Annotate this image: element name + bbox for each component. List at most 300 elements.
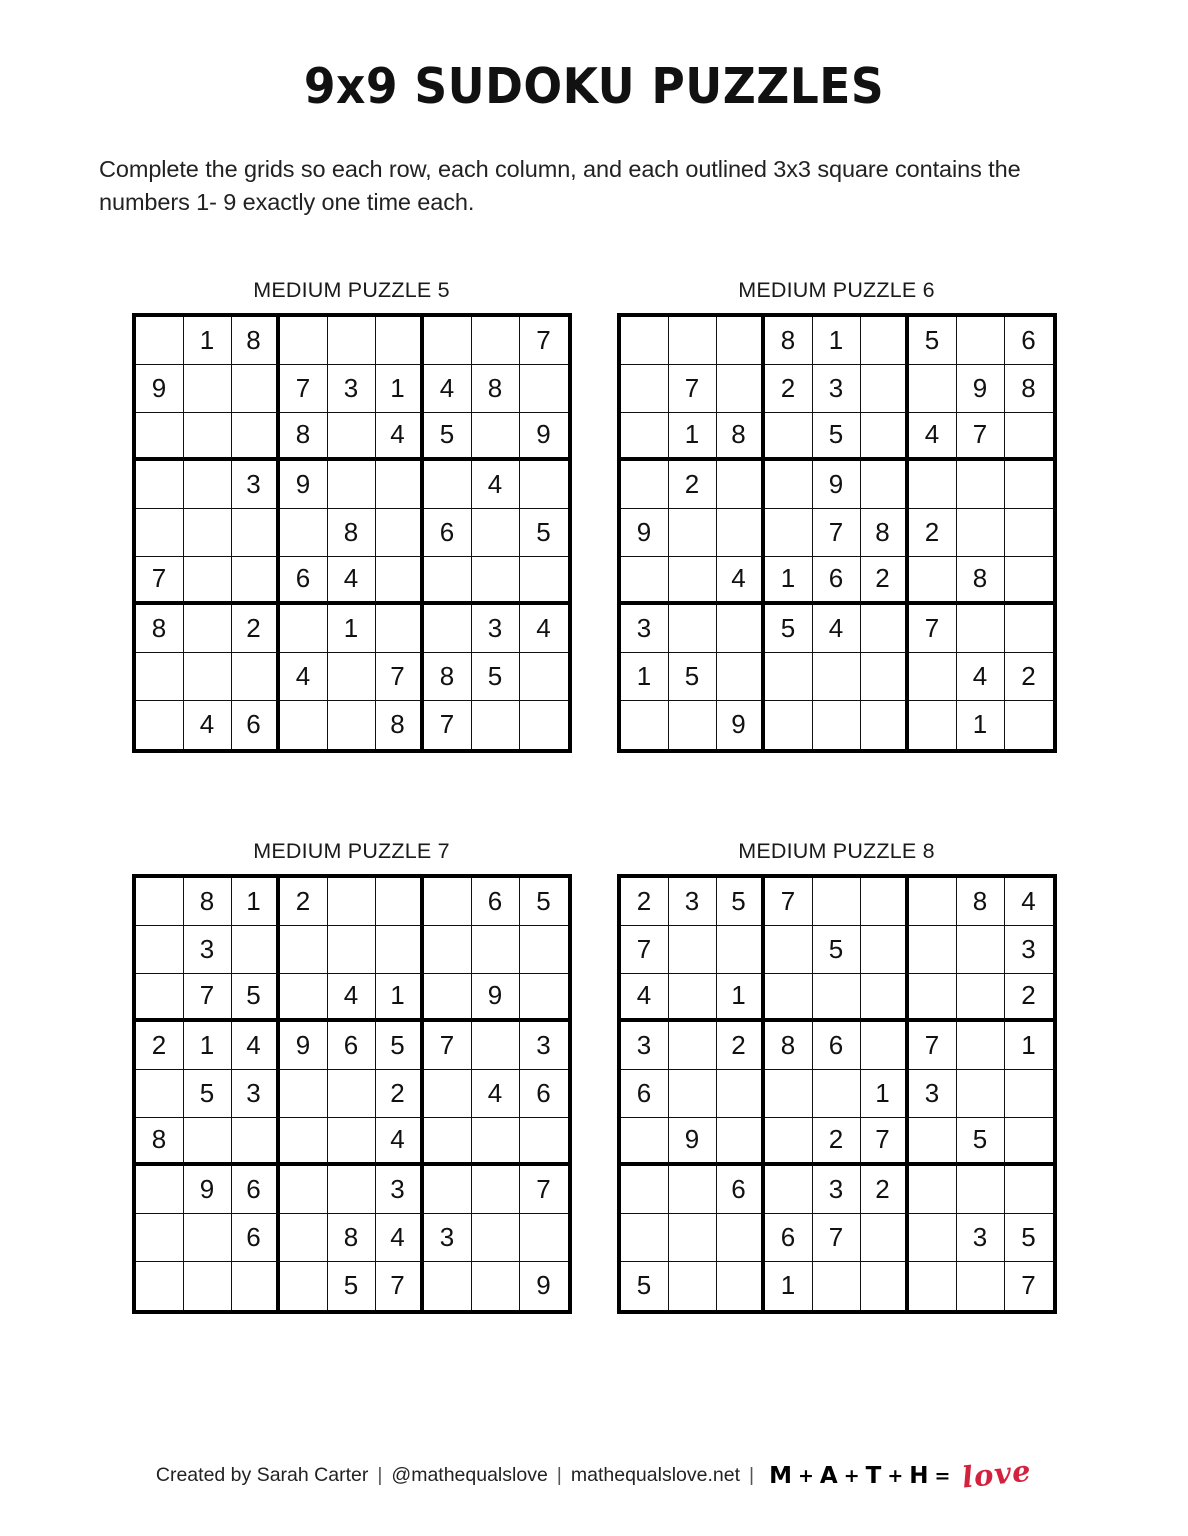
sudoku-cell[interactable]: 1 bbox=[717, 974, 765, 1022]
sudoku-cell[interactable] bbox=[621, 1118, 669, 1166]
sudoku-cell[interactable] bbox=[280, 926, 328, 974]
sudoku-cell[interactable] bbox=[328, 413, 376, 461]
sudoku-cell[interactable] bbox=[472, 1214, 520, 1262]
sudoku-cell[interactable] bbox=[621, 1166, 669, 1214]
sudoku-cell[interactable] bbox=[669, 926, 717, 974]
sudoku-cell[interactable]: 1 bbox=[861, 1070, 909, 1118]
sudoku-cell[interactable] bbox=[472, 1262, 520, 1310]
sudoku-cell[interactable]: 6 bbox=[717, 1166, 765, 1214]
sudoku-cell[interactable] bbox=[669, 557, 717, 605]
sudoku-cell[interactable]: 2 bbox=[765, 365, 813, 413]
sudoku-cell[interactable] bbox=[621, 1214, 669, 1262]
sudoku-cell[interactable]: 5 bbox=[813, 413, 861, 461]
sudoku-cell[interactable]: 6 bbox=[520, 1070, 568, 1118]
sudoku-cell[interactable]: 1 bbox=[184, 1022, 232, 1070]
sudoku-cell[interactable] bbox=[424, 1118, 472, 1166]
sudoku-cell[interactable]: 3 bbox=[184, 926, 232, 974]
sudoku-cell[interactable] bbox=[813, 653, 861, 701]
sudoku-cell[interactable]: 3 bbox=[813, 1166, 861, 1214]
sudoku-cell[interactable] bbox=[669, 701, 717, 749]
sudoku-cell[interactable] bbox=[520, 557, 568, 605]
sudoku-cell[interactable]: 3 bbox=[472, 605, 520, 653]
sudoku-cell[interactable]: 4 bbox=[957, 653, 1005, 701]
sudoku-cell[interactable]: 5 bbox=[621, 1262, 669, 1310]
sudoku-cell[interactable] bbox=[765, 1118, 813, 1166]
sudoku-cell[interactable]: 1 bbox=[765, 557, 813, 605]
sudoku-cell[interactable]: 9 bbox=[957, 365, 1005, 413]
sudoku-cell[interactable] bbox=[376, 317, 424, 365]
sudoku-cell[interactable] bbox=[280, 509, 328, 557]
sudoku-cell[interactable] bbox=[184, 1214, 232, 1262]
sudoku-cell[interactable] bbox=[861, 1214, 909, 1262]
sudoku-cell[interactable]: 4 bbox=[376, 1118, 424, 1166]
sudoku-cell[interactable]: 2 bbox=[621, 878, 669, 926]
sudoku-cell[interactable] bbox=[520, 974, 568, 1022]
sudoku-cell[interactable] bbox=[717, 1262, 765, 1310]
sudoku-cell[interactable] bbox=[957, 605, 1005, 653]
sudoku-cell[interactable]: 1 bbox=[813, 317, 861, 365]
sudoku-cell[interactable]: 7 bbox=[621, 926, 669, 974]
sudoku-cell[interactable] bbox=[376, 509, 424, 557]
sudoku-cell[interactable]: 7 bbox=[909, 1022, 957, 1070]
sudoku-cell[interactable] bbox=[861, 701, 909, 749]
sudoku-cell[interactable] bbox=[669, 1070, 717, 1118]
sudoku-cell[interactable] bbox=[669, 1262, 717, 1310]
sudoku-cell[interactable]: 5 bbox=[376, 1022, 424, 1070]
sudoku-cell[interactable]: 1 bbox=[376, 365, 424, 413]
sudoku-cell[interactable] bbox=[520, 1214, 568, 1262]
sudoku-cell[interactable] bbox=[957, 1166, 1005, 1214]
sudoku-cell[interactable]: 3 bbox=[909, 1070, 957, 1118]
sudoku-cell[interactable] bbox=[280, 1166, 328, 1214]
sudoku-cell[interactable] bbox=[1005, 461, 1053, 509]
sudoku-cell[interactable]: 7 bbox=[520, 1166, 568, 1214]
sudoku-cell[interactable] bbox=[472, 1118, 520, 1166]
sudoku-cell[interactable] bbox=[184, 557, 232, 605]
sudoku-cell[interactable]: 5 bbox=[328, 1262, 376, 1310]
sudoku-cell[interactable] bbox=[669, 1166, 717, 1214]
sudoku-cell[interactable]: 2 bbox=[861, 557, 909, 605]
sudoku-cell[interactable]: 4 bbox=[472, 1070, 520, 1118]
sudoku-cell[interactable]: 8 bbox=[136, 1118, 184, 1166]
sudoku-cell[interactable] bbox=[957, 509, 1005, 557]
sudoku-cell[interactable]: 7 bbox=[280, 365, 328, 413]
sudoku-cell[interactable]: 1 bbox=[328, 605, 376, 653]
sudoku-cell[interactable]: 8 bbox=[957, 557, 1005, 605]
sudoku-cell[interactable]: 6 bbox=[621, 1070, 669, 1118]
sudoku-cell[interactable]: 4 bbox=[376, 1214, 424, 1262]
sudoku-cell[interactable]: 8 bbox=[717, 413, 765, 461]
sudoku-cell[interactable] bbox=[909, 461, 957, 509]
sudoku-cell[interactable]: 4 bbox=[232, 1022, 280, 1070]
sudoku-cell[interactable]: 7 bbox=[136, 557, 184, 605]
sudoku-cell[interactable] bbox=[328, 1118, 376, 1166]
sudoku-cell[interactable]: 8 bbox=[765, 1022, 813, 1070]
sudoku-cell[interactable]: 7 bbox=[765, 878, 813, 926]
sudoku-cell[interactable] bbox=[765, 926, 813, 974]
sudoku-cell[interactable] bbox=[1005, 509, 1053, 557]
sudoku-cell[interactable] bbox=[424, 557, 472, 605]
sudoku-cell[interactable]: 4 bbox=[472, 461, 520, 509]
sudoku-cell[interactable] bbox=[520, 701, 568, 749]
sudoku-cell[interactable] bbox=[861, 317, 909, 365]
sudoku-cell[interactable] bbox=[232, 1118, 280, 1166]
sudoku-cell[interactable]: 3 bbox=[621, 605, 669, 653]
sudoku-cell[interactable] bbox=[669, 317, 717, 365]
sudoku-cell[interactable] bbox=[376, 878, 424, 926]
sudoku-cell[interactable] bbox=[1005, 1118, 1053, 1166]
sudoku-cell[interactable]: 9 bbox=[280, 461, 328, 509]
sudoku-cell[interactable] bbox=[424, 926, 472, 974]
sudoku-cell[interactable] bbox=[621, 461, 669, 509]
sudoku-cell[interactable]: 1 bbox=[669, 413, 717, 461]
puzzle-7-grid[interactable] bbox=[132, 874, 572, 1314]
sudoku-cell[interactable] bbox=[861, 926, 909, 974]
sudoku-cell[interactable] bbox=[328, 653, 376, 701]
sudoku-cell[interactable]: 8 bbox=[136, 605, 184, 653]
sudoku-cell[interactable] bbox=[957, 974, 1005, 1022]
sudoku-cell[interactable] bbox=[184, 605, 232, 653]
sudoku-cell[interactable]: 5 bbox=[232, 974, 280, 1022]
sudoku-cell[interactable] bbox=[232, 1262, 280, 1310]
sudoku-cell[interactable]: 8 bbox=[424, 653, 472, 701]
sudoku-cell[interactable] bbox=[232, 509, 280, 557]
sudoku-cell[interactable] bbox=[280, 1118, 328, 1166]
sudoku-cell[interactable]: 3 bbox=[957, 1214, 1005, 1262]
sudoku-cell[interactable] bbox=[717, 1070, 765, 1118]
sudoku-cell[interactable]: 7 bbox=[424, 1022, 472, 1070]
sudoku-cell[interactable] bbox=[909, 1262, 957, 1310]
sudoku-cell[interactable] bbox=[376, 605, 424, 653]
sudoku-cell[interactable] bbox=[424, 461, 472, 509]
sudoku-cell[interactable] bbox=[909, 365, 957, 413]
sudoku-cell[interactable]: 7 bbox=[1021, 1270, 1036, 1300]
sudoku-cell[interactable]: 6 bbox=[232, 701, 280, 749]
sudoku-cell[interactable]: 6 bbox=[765, 1214, 813, 1262]
sudoku-cell[interactable]: 2 bbox=[1005, 974, 1053, 1022]
sudoku-cell[interactable] bbox=[861, 974, 909, 1022]
sudoku-cell[interactable]: 4 bbox=[717, 557, 765, 605]
sudoku-cell[interactable]: 5 bbox=[765, 605, 813, 653]
sudoku-cell[interactable]: 1 bbox=[621, 653, 669, 701]
sudoku-cell[interactable] bbox=[1005, 1166, 1053, 1214]
sudoku-cell[interactable] bbox=[717, 1214, 765, 1262]
sudoku-cell[interactable]: 8 bbox=[957, 878, 1005, 926]
sudoku-cell[interactable] bbox=[717, 1118, 765, 1166]
sudoku-cell[interactable] bbox=[1005, 413, 1053, 461]
sudoku-cell[interactable]: 1 bbox=[232, 878, 280, 926]
sudoku-cell[interactable] bbox=[669, 974, 717, 1022]
sudoku-cell[interactable] bbox=[424, 878, 472, 926]
sudoku-cell[interactable] bbox=[136, 878, 184, 926]
sudoku-cell[interactable]: 8 bbox=[1005, 365, 1053, 413]
sudoku-cell[interactable] bbox=[909, 878, 957, 926]
sudoku-cell[interactable] bbox=[520, 653, 568, 701]
sudoku-cell[interactable] bbox=[765, 509, 813, 557]
sudoku-cell[interactable]: 9 bbox=[621, 509, 669, 557]
sudoku-cell[interactable] bbox=[765, 1166, 813, 1214]
sudoku-cell[interactable] bbox=[909, 1118, 957, 1166]
sudoku-cell[interactable]: 9 bbox=[184, 1166, 232, 1214]
sudoku-cell[interactable]: 6 bbox=[813, 557, 861, 605]
sudoku-cell[interactable] bbox=[813, 878, 861, 926]
sudoku-cell[interactable]: 3 bbox=[328, 365, 376, 413]
sudoku-cell[interactable] bbox=[280, 701, 328, 749]
sudoku-cell[interactable] bbox=[1005, 605, 1053, 653]
sudoku-cell[interactable] bbox=[136, 701, 184, 749]
sudoku-cell[interactable] bbox=[765, 461, 813, 509]
sudoku-cell[interactable] bbox=[621, 557, 669, 605]
sudoku-cell[interactable]: 4 bbox=[621, 974, 669, 1022]
sudoku-cell[interactable] bbox=[669, 1022, 717, 1070]
sudoku-cell[interactable]: 4 bbox=[424, 365, 472, 413]
sudoku-cell[interactable] bbox=[136, 317, 184, 365]
sudoku-cell[interactable]: 6 bbox=[232, 1166, 280, 1214]
sudoku-cell[interactable] bbox=[376, 926, 424, 974]
sudoku-cell[interactable] bbox=[184, 1262, 232, 1310]
sudoku-cell[interactable]: 5 bbox=[520, 878, 568, 926]
sudoku-cell[interactable]: 5 bbox=[1005, 1214, 1053, 1262]
sudoku-cell[interactable]: 3 bbox=[424, 1214, 472, 1262]
sudoku-cell[interactable] bbox=[328, 878, 376, 926]
sudoku-cell[interactable] bbox=[280, 1262, 328, 1310]
sudoku-cell[interactable]: 4 bbox=[909, 413, 957, 461]
sudoku-cell[interactable] bbox=[861, 653, 909, 701]
puzzle-5-grid[interactable] bbox=[132, 313, 572, 753]
sudoku-cell[interactable]: 8 bbox=[472, 365, 520, 413]
sudoku-cell[interactable]: 6 bbox=[328, 1022, 376, 1070]
sudoku-cell[interactable] bbox=[136, 974, 184, 1022]
sudoku-cell[interactable] bbox=[1005, 1070, 1053, 1118]
sudoku-cell[interactable]: 8 bbox=[765, 317, 813, 365]
sudoku-cell[interactable]: 7 bbox=[520, 317, 568, 365]
sudoku-cell[interactable]: 1 bbox=[1005, 1022, 1053, 1070]
sudoku-cell[interactable] bbox=[909, 701, 957, 749]
sudoku-cell[interactable] bbox=[621, 701, 669, 749]
sudoku-cell[interactable] bbox=[909, 653, 957, 701]
sudoku-cell[interactable]: 3 bbox=[520, 1022, 568, 1070]
sudoku-cell[interactable] bbox=[669, 1214, 717, 1262]
sudoku-cell[interactable] bbox=[861, 365, 909, 413]
sudoku-cell[interactable] bbox=[813, 1070, 861, 1118]
sudoku-cell[interactable]: 4 bbox=[1005, 878, 1053, 926]
sudoku-cell[interactable] bbox=[280, 605, 328, 653]
sudoku-cell[interactable] bbox=[424, 1070, 472, 1118]
sudoku-cell[interactable]: 7 bbox=[376, 1262, 424, 1310]
sudoku-cell[interactable] bbox=[957, 1262, 1005, 1310]
sudoku-cell[interactable]: 7 bbox=[909, 605, 957, 653]
sudoku-cell[interactable]: 7 bbox=[184, 974, 232, 1022]
sudoku-cell[interactable]: 1 bbox=[765, 1262, 813, 1310]
sudoku-cell[interactable]: 9 bbox=[280, 1022, 328, 1070]
sudoku-cell[interactable] bbox=[861, 878, 909, 926]
sudoku-cell[interactable] bbox=[621, 365, 669, 413]
sudoku-cell[interactable] bbox=[136, 413, 184, 461]
sudoku-cell[interactable] bbox=[765, 413, 813, 461]
sudoku-cell[interactable] bbox=[280, 974, 328, 1022]
sudoku-cell[interactable]: 2 bbox=[909, 509, 957, 557]
sudoku-cell[interactable] bbox=[813, 701, 861, 749]
sudoku-cell[interactable]: 4 bbox=[328, 974, 376, 1022]
sudoku-cell[interactable]: 2 bbox=[232, 605, 280, 653]
sudoku-cell[interactable]: 3 bbox=[376, 1166, 424, 1214]
sudoku-cell[interactable]: 9 bbox=[520, 413, 568, 461]
sudoku-cell[interactable]: 8 bbox=[861, 509, 909, 557]
puzzle-6-grid[interactable] bbox=[617, 313, 1057, 753]
sudoku-cell[interactable] bbox=[861, 1022, 909, 1070]
sudoku-cell[interactable] bbox=[765, 974, 813, 1022]
sudoku-cell[interactable]: 4 bbox=[520, 605, 568, 653]
sudoku-cell[interactable] bbox=[328, 317, 376, 365]
sudoku-cell[interactable] bbox=[909, 974, 957, 1022]
sudoku-cell[interactable] bbox=[328, 461, 376, 509]
sudoku-cell[interactable]: 9 bbox=[136, 365, 184, 413]
sudoku-cell[interactable]: 5 bbox=[813, 926, 861, 974]
sudoku-cell[interactable] bbox=[472, 1022, 520, 1070]
sudoku-cell[interactable] bbox=[184, 413, 232, 461]
sudoku-cell[interactable]: 8 bbox=[232, 317, 280, 365]
sudoku-cell[interactable]: 8 bbox=[184, 878, 232, 926]
sudoku-cell[interactable]: 2 bbox=[1005, 653, 1053, 701]
sudoku-cell[interactable] bbox=[280, 1214, 328, 1262]
sudoku-cell[interactable] bbox=[376, 461, 424, 509]
sudoku-cell[interactable]: 3 bbox=[621, 1022, 669, 1070]
sudoku-cell[interactable]: 2 bbox=[669, 461, 717, 509]
sudoku-cell[interactable] bbox=[232, 926, 280, 974]
sudoku-cell[interactable] bbox=[813, 974, 861, 1022]
sudoku-cell[interactable] bbox=[957, 926, 1005, 974]
sudoku-cell[interactable]: 2 bbox=[717, 1022, 765, 1070]
sudoku-cell[interactable] bbox=[424, 1166, 472, 1214]
sudoku-cell[interactable]: 2 bbox=[861, 1166, 909, 1214]
sudoku-cell[interactable] bbox=[717, 461, 765, 509]
sudoku-cell[interactable] bbox=[765, 701, 813, 749]
sudoku-cell[interactable]: 7 bbox=[957, 413, 1005, 461]
sudoku-cell[interactable] bbox=[472, 557, 520, 605]
sudoku-cell[interactable] bbox=[136, 1214, 184, 1262]
sudoku-cell[interactable]: 7 bbox=[813, 1214, 861, 1262]
sudoku-cell[interactable] bbox=[1005, 701, 1053, 749]
sudoku-cell[interactable] bbox=[909, 926, 957, 974]
sudoku-cell[interactable] bbox=[621, 317, 669, 365]
sudoku-cell[interactable] bbox=[424, 317, 472, 365]
sudoku-cell[interactable]: 8 bbox=[328, 1214, 376, 1262]
sudoku-cell[interactable] bbox=[957, 317, 1005, 365]
sudoku-cell[interactable]: 6 bbox=[424, 509, 472, 557]
sudoku-cell[interactable] bbox=[184, 653, 232, 701]
sudoku-cell[interactable] bbox=[909, 1166, 957, 1214]
sudoku-cell[interactable] bbox=[328, 1166, 376, 1214]
sudoku-cell[interactable]: 3 bbox=[232, 461, 280, 509]
sudoku-cell[interactable] bbox=[136, 1166, 184, 1214]
sudoku-cell[interactable]: 3 bbox=[232, 1070, 280, 1118]
sudoku-cell[interactable]: 1 bbox=[376, 974, 424, 1022]
puzzle-8-grid[interactable] bbox=[617, 874, 1057, 1314]
sudoku-cell[interactable] bbox=[424, 974, 472, 1022]
sudoku-cell[interactable] bbox=[472, 317, 520, 365]
sudoku-cell[interactable]: 2 bbox=[280, 878, 328, 926]
sudoku-cell[interactable]: 2 bbox=[376, 1070, 424, 1118]
sudoku-cell[interactable]: 4 bbox=[376, 413, 424, 461]
sudoku-cell[interactable]: 6 bbox=[280, 557, 328, 605]
sudoku-cell[interactable] bbox=[520, 1118, 568, 1166]
sudoku-cell[interactable] bbox=[232, 557, 280, 605]
sudoku-cell[interactable]: 6 bbox=[1005, 317, 1053, 365]
sudoku-cell[interactable]: 8 bbox=[376, 701, 424, 749]
sudoku-cell[interactable] bbox=[861, 413, 909, 461]
sudoku-cell[interactable] bbox=[669, 605, 717, 653]
sudoku-cell[interactable] bbox=[765, 1070, 813, 1118]
sudoku-cell[interactable]: 7 bbox=[376, 653, 424, 701]
sudoku-cell[interactable] bbox=[1005, 557, 1053, 605]
sudoku-cell[interactable] bbox=[717, 926, 765, 974]
sudoku-cell[interactable] bbox=[717, 317, 765, 365]
sudoku-cell[interactable]: 9 bbox=[472, 974, 520, 1022]
sudoku-cell[interactable]: 2 bbox=[136, 1022, 184, 1070]
sudoku-cell[interactable]: 7 bbox=[669, 365, 717, 413]
sudoku-cell[interactable]: 7 bbox=[813, 509, 861, 557]
sudoku-cell[interactable] bbox=[280, 317, 328, 365]
sudoku-cell[interactable] bbox=[861, 461, 909, 509]
sudoku-cell[interactable]: 5 bbox=[717, 878, 765, 926]
sudoku-cell[interactable]: 3 bbox=[813, 365, 861, 413]
sudoku-cell[interactable] bbox=[861, 605, 909, 653]
sudoku-cell[interactable] bbox=[136, 461, 184, 509]
sudoku-cell[interactable] bbox=[472, 413, 520, 461]
sudoku-cell[interactable] bbox=[909, 1214, 957, 1262]
sudoku-cell[interactable] bbox=[472, 926, 520, 974]
sudoku-cell[interactable]: 4 bbox=[184, 701, 232, 749]
sudoku-cell[interactable]: 6 bbox=[472, 878, 520, 926]
sudoku-cell[interactable] bbox=[472, 509, 520, 557]
sudoku-cell[interactable] bbox=[957, 461, 1005, 509]
sudoku-cell[interactable]: 8 bbox=[328, 509, 376, 557]
sudoku-cell[interactable]: 5 bbox=[472, 653, 520, 701]
sudoku-cell[interactable] bbox=[813, 1262, 861, 1310]
sudoku-cell[interactable] bbox=[232, 413, 280, 461]
sudoku-cell[interactable] bbox=[136, 1262, 184, 1310]
sudoku-cell[interactable] bbox=[621, 413, 669, 461]
sudoku-cell[interactable] bbox=[328, 701, 376, 749]
sudoku-cell[interactable]: 8 bbox=[280, 413, 328, 461]
sudoku-cell[interactable] bbox=[717, 605, 765, 653]
sudoku-cell[interactable] bbox=[861, 1262, 909, 1310]
sudoku-cell[interactable]: 5 bbox=[424, 413, 472, 461]
sudoku-cell[interactable]: 9 bbox=[669, 1118, 717, 1166]
sudoku-cell[interactable]: 7 bbox=[861, 1118, 909, 1166]
sudoku-cell[interactable] bbox=[328, 1070, 376, 1118]
sudoku-cell[interactable] bbox=[232, 365, 280, 413]
sudoku-cell[interactable] bbox=[717, 509, 765, 557]
sudoku-cell[interactable]: 5 bbox=[909, 317, 957, 365]
sudoku-cell[interactable]: 4 bbox=[280, 653, 328, 701]
sudoku-cell[interactable]: 6 bbox=[232, 1214, 280, 1262]
sudoku-cell[interactable]: 4 bbox=[328, 557, 376, 605]
sudoku-cell[interactable] bbox=[957, 1022, 1005, 1070]
sudoku-cell[interactable] bbox=[765, 653, 813, 701]
sudoku-cell[interactable] bbox=[669, 509, 717, 557]
sudoku-cell[interactable] bbox=[520, 926, 568, 974]
sudoku-cell[interactable]: 6 bbox=[813, 1022, 861, 1070]
sudoku-cell[interactable] bbox=[184, 365, 232, 413]
sudoku-cell[interactable]: 5 bbox=[669, 653, 717, 701]
sudoku-cell[interactable]: 5 bbox=[520, 509, 568, 557]
sudoku-cell[interactable]: 5 bbox=[957, 1118, 1005, 1166]
sudoku-cell[interactable] bbox=[957, 1070, 1005, 1118]
sudoku-cell[interactable] bbox=[717, 653, 765, 701]
sudoku-cell[interactable]: 9 bbox=[536, 1270, 551, 1300]
sudoku-cell[interactable]: 7 bbox=[424, 701, 472, 749]
